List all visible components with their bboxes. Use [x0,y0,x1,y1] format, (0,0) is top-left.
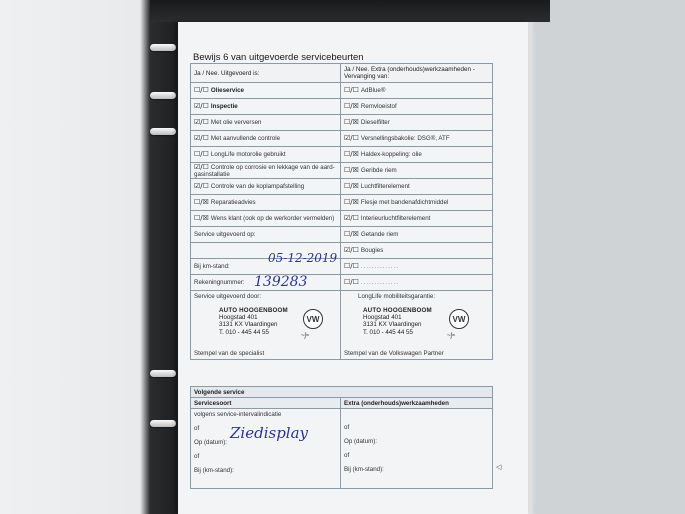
handwritten-km: 139283 [254,274,308,290]
yes-no-checkbox-icon: ☑/☐ [194,118,209,126]
table-row [191,115,493,131]
stamp-row [191,291,493,360]
dealer-stamp-right [363,307,432,336]
vw-logo-icon: VW [303,309,323,329]
table-row [191,275,493,291]
next-service-line: volgens service-intervalindicatie [194,411,282,418]
left-cell [191,83,341,99]
binder-wire [150,420,176,427]
binder-wire [150,370,176,377]
next-service-right-body [341,409,493,489]
yes-no-checkbox-icon: ☑/☐ [344,214,359,222]
left-column-header: Ja / Nee. Uitgevoerd is: [191,64,341,83]
stamp-street: Hoogstad 401 [363,314,402,322]
left-cell [191,115,341,131]
row-label: Versnellingsbakolie: DSG®, ATF [360,135,450,142]
yes-no-checkbox-icon: ☑/☐ [194,134,209,142]
row-label: Wens klant (ook op de werkorder vermelden) [210,215,335,222]
stamp-city: 3131 KX Vlaardingen [219,321,278,329]
next-service-right-header: Extra (onderhouds)werkzaamheden [341,398,493,409]
row-label: Met aanvullende controle [210,135,281,142]
stamp-phone: T. 010 - 445 44 55 [219,328,269,336]
vw-logo-icon: VW [449,309,469,329]
page-title: Bewijs 6 van uitgevoerde servicebeurten [193,52,364,63]
row-label: Olieservice [210,87,244,94]
binder-wire [150,128,176,135]
row-label: LongLife motorolie gebruikt [210,151,286,158]
row-label: Flesje met bandenafdichtmiddel [360,199,449,206]
next-service-title: Volgende service [191,387,493,398]
binder-wire [150,92,176,99]
row-label: Geribde riem [360,167,397,174]
right-cell [341,195,493,211]
right-cell [341,131,493,147]
table-row [191,259,493,275]
left-cell [191,211,341,227]
right-cell [341,227,493,243]
yes-no-checkbox-icon: ☑/☐ [194,102,209,110]
yes-no-checkbox-icon: ☑/☐ [344,246,359,254]
yes-no-checkbox-icon: ☐/☒ [344,182,359,190]
table-row [191,147,493,163]
table-row [191,99,493,115]
next-service-line: Op (datum): [344,438,378,445]
table-row [191,163,493,179]
binder-wire [150,44,176,51]
table-row [191,227,493,243]
blank-line: .............. [360,263,399,270]
right-cell [341,259,493,275]
row-label: Getande riem [360,231,399,238]
next-service-line: Bij (km-stand): [194,467,234,474]
yes-no-checkbox-icon: ☐/☐ [344,86,359,94]
next-service-line: of [344,424,350,431]
table-row [191,131,493,147]
table-row [191,243,493,259]
background-top-dark [150,0,550,22]
next-service-line: of [194,425,200,432]
yes-no-checkbox-icon: ☐/☐ [344,262,359,270]
stamp-phone: T. 010 - 445 44 55 [363,328,413,336]
right-cell [341,83,493,99]
yes-no-checkbox-icon: ☑/☐ [194,182,209,190]
row-label: Interieurluchtfilterelement [360,215,431,222]
row-label: Rekeningnummer: [194,279,245,286]
handwritten-service-date: 05-12-2019 [268,251,338,265]
service-table [190,63,493,360]
left-cell [191,195,341,211]
right-cell [341,99,493,115]
page-edge [528,22,536,514]
left-cell [191,99,341,115]
yes-no-checkbox-icon: ☐/☒ [344,198,359,206]
right-cell [341,179,493,195]
yes-no-checkbox-icon: ☐/☐ [344,278,359,286]
blank-line: .............. [360,279,399,286]
table-body [191,83,493,291]
row-label: Remvloeistof [360,103,397,110]
yes-no-checkbox-icon: ☐/☒ [194,198,209,206]
table-row [191,211,493,227]
yes-no-checkbox-icon: ☐/☒ [344,102,359,110]
yes-no-checkbox-icon: ☐/☒ [344,150,359,158]
yes-no-checkbox-icon: ☐/☐ [194,86,209,94]
table-row [191,179,493,195]
yes-no-checkbox-icon: ☐/☐ [194,150,209,158]
stamp-right-footer: Stempel van de Volkswagen Partner [344,350,444,357]
stamp-cell-left [191,291,341,360]
row-label: Controle op corrosie en lekkage van de aard-gasinstallatie [194,163,335,178]
yes-no-checkbox-icon: ☐/☒ [344,118,359,126]
left-cell [191,131,341,147]
row-label: Met olie verversen [210,119,262,126]
row-label: Bougies [360,247,384,254]
right-cell [341,115,493,131]
right-column-header: Ja / Nee. Extra (onderhouds)werkzaamheden - Vervanging van: [341,64,493,83]
row-label: Luchtfilterelement [360,183,410,190]
yes-no-checkbox-icon: ☐/☒ [194,214,209,222]
left-cell [191,179,341,195]
row-label: Controle van de koplampafstelling [210,183,305,190]
signature-mark: ~ʃ≈ [301,333,310,339]
row-label: Bij km-stand: [194,263,230,270]
right-cell [341,243,493,259]
right-cell [341,147,493,163]
signature-mark: ~ʃ≈ [447,333,456,339]
page-corner-arrow-icon: ◁ [496,464,502,471]
stamp-street: Hoogstad 401 [219,314,258,322]
row-label: Reparatieadvies [210,199,256,206]
row-label: Service uitgevoerd op: [194,231,256,238]
next-service-line: of [194,453,200,460]
yes-no-checkbox-icon: ☐/☒ [344,166,359,174]
next-service-line: Bij (km-stand): [344,466,384,473]
stamp-left-title: Service uitgevoerd door: [194,293,262,300]
left-cell [191,227,341,243]
table-row [191,83,493,99]
yes-no-checkbox-icon: ☑/☐ [344,134,359,142]
right-cell [341,275,493,291]
row-label: Dieselfilter [360,119,390,126]
stamp-left-footer: Stempel van de specialist [194,350,265,357]
next-service-line: Op (datum): [194,439,228,446]
next-service-line: of [344,452,350,459]
service-booklet-page [178,22,528,514]
next-service-left-body [191,409,341,489]
right-cell [341,211,493,227]
stamp-dealer-name: AUTO HOOGENBOOM [363,307,432,314]
yes-no-checkbox-icon: ☑/☐ [194,162,209,171]
stamp-right-title: LongLife mobiliteitsgarantie: [358,293,436,300]
next-service-left-header: Servicesoort [191,398,341,409]
left-cell [191,147,341,163]
yes-no-checkbox-icon: ☐/☒ [344,230,359,238]
table-header-row [191,64,493,83]
stamp-dealer-name: AUTO HOOGENBOOM [219,307,288,314]
left-cell [191,163,341,179]
stamp-cell-right [341,291,493,360]
row-label: Haldex-koppeling: olie [360,151,422,158]
row-label: AdBlue® [360,87,386,94]
row-label: Inspectie [210,103,238,110]
right-cell [341,163,493,179]
stamp-city: 3131 KX Vlaardingen [363,321,422,329]
table-row [191,195,493,211]
handwritten-next-service-note: Ziedisplay [230,424,309,442]
dealer-stamp-left [219,307,288,336]
